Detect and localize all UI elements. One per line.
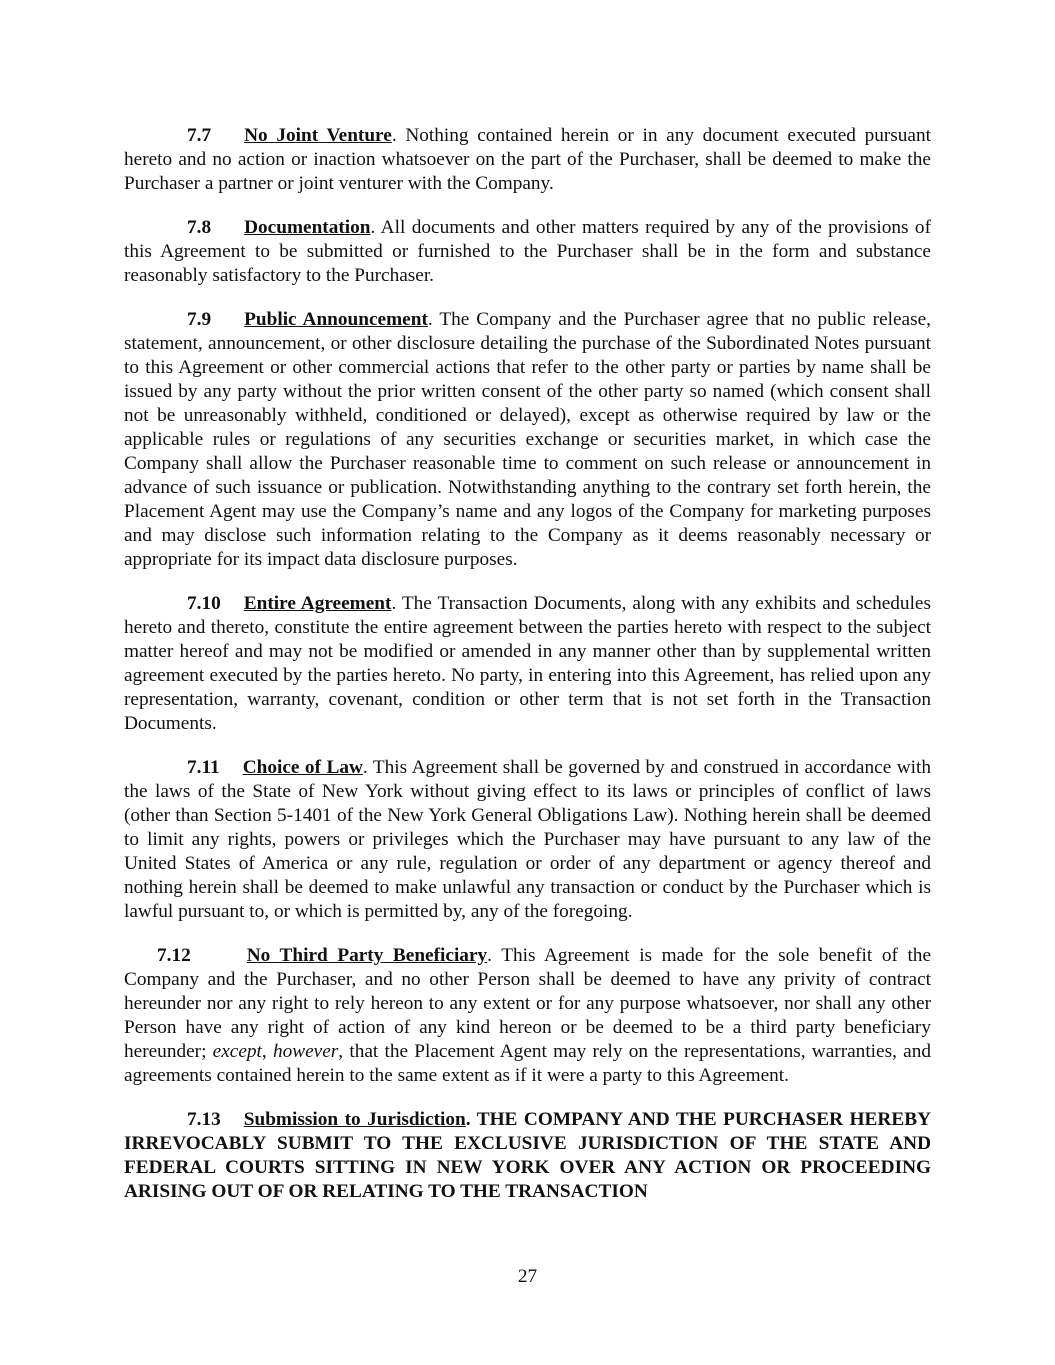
section-number: 7.9 (187, 309, 212, 330)
section-heading: No Joint Venture (244, 125, 392, 146)
section-text: . The Company and the Purchaser agree that no public release, statement, announcement, or other disclosure detailing the purchase of the Subordinated Notes pursuant to this Agreement or other commercial actions that refer to the other party or parties by name shall be issued by any party without the prior written consent of the other party so named (which consent shall not be unreasonably withheld, conditioned or delayed), except as otherwise required by law or the applicable rules or regulations of any securities exchange or securities market, in which case the Company shall allow the Purchaser reasonable time to comment on such release or announcement in advance of such issuance or publication. Notwithstanding anything to the contrary set forth herein, the Placement Agent may use the Company’s name and any logos of the Company for marketing purposes and may disclose such information relating to the Company as it deems reasonably necessary or appropriate for its impact data disclosure purposes. (124, 309, 931, 570)
section-text-italic: however (272, 1041, 339, 1062)
section-number: 7.7 (187, 125, 212, 146)
section-number: 7.8 (187, 217, 212, 238)
section-heading: Documentation (244, 217, 371, 238)
section-7-13 (124, 1108, 931, 1204)
section-number: 7.10 (187, 593, 221, 614)
section-text-italic: except (212, 1041, 262, 1062)
section-text: . This Agreement is made for the sole benefit of the Company and the Purchaser, and no other Person shall be deemed to have any privity of contract hereunder nor any right to rely hereon to any extent or for any purpose whatsoever, nor shall any other Person have any right of action of any kind hereon or be deemed to be a third party beneficiary hereunder; (124, 945, 932, 1062)
section-7-10 (124, 592, 931, 736)
section-text: . The Transaction Documents, along with any exhibits and schedules hereto and thereto, constitute the entire agreement between the parties hereto with respect to the subject matter hereof and may not be modified or amended in any manner other than by supplemental written agreement executed by the parties hereto. No party, in entering into this Agreement, has relied upon any representation, warranty, covenant, condition or other term that is not set forth in the Transaction Documents. (124, 593, 931, 734)
section-7-8 (124, 216, 931, 288)
section-text: . This Agreement shall be governed by and construed in accordance with the laws of the State of New York without giving effect to its laws or principles of conflict of laws (other than Section 5-1401 of the New York General Obligations Law). Nothing herein shall be deemed to limit any rights, powers or privileges which the Purchaser may have pursuant to any law of the United States of America or any rule, regulation or order of any department or agency thereof and nothing herein shall be deemed to make unlawful any transaction or conduct by the Purchaser which is lawful pursuant to, or which is permitted by, any of the foregoing. (124, 757, 932, 922)
section-7-9 (124, 308, 931, 572)
section-text: . Nothing contained herein or in any document executed pursuant hereto and no action or inaction whatsoever on the part of the Purchaser, shall be deemed to make the Purchaser a partner or joint venturer with the Company. (124, 125, 931, 194)
section-heading: Public Announcement (244, 309, 428, 330)
section-7-12 (124, 944, 931, 1088)
section-number: 7.11 (187, 757, 220, 778)
section-heading: No Third Party Beneficiary (246, 945, 488, 966)
section-7-11 (124, 756, 931, 924)
document-page (124, 124, 931, 1224)
section-text: , (261, 1041, 273, 1062)
section-heading: Entire Agreement (243, 593, 392, 614)
section-text: . All documents and other matters required by any of the provisions of this Agreement to be submitted or furnished to the Purchaser shall be in the form and substance reasonably satisfactory to the Purchaser. (124, 217, 931, 286)
section-heading: Submission to Jurisdiction (243, 1109, 466, 1130)
section-number: 7.12 (157, 945, 191, 966)
section-heading: Choice of Law (242, 757, 363, 778)
section-number: 7.13 (187, 1109, 221, 1130)
section-text: . THE COMPANY AND THE PURCHASER HEREBY IRREVOCABLY SUBMIT TO THE EXCLUSIVE JURISDICTION OF THE STATE AND FEDERAL COURTS SITTING IN NEW YORK OVER ANY ACTION OR PROCEEDING ARISING OUT OF OR RELATING TO THE TRANSACTION (124, 1109, 931, 1202)
section-7-7 (124, 124, 931, 196)
section-text: , that the Placement Agent may rely on the representations, warranties, and agreements contained herein to the same extent as if it were a party to this Agreement. (124, 1041, 931, 1086)
page-number: 27 (517, 1266, 538, 1287)
